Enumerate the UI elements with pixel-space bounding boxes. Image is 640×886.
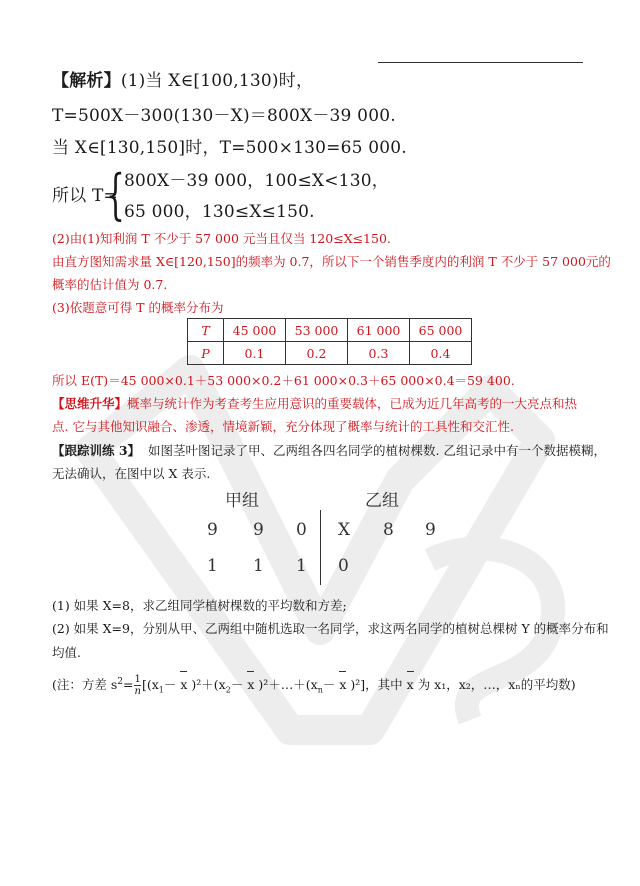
note-equals: = xyxy=(123,677,134,692)
stem-value: 1 xyxy=(296,556,307,576)
note-prefix: (注：方差 s xyxy=(52,677,118,692)
question-1: (1) 如果 X=8，求乙组同学植树棵数的平均数和方差; xyxy=(52,598,347,613)
stem-value: 0 xyxy=(296,520,307,540)
note-tail: 为 x₁，x₂，…，xₙ的平均数) xyxy=(417,677,576,692)
probability-table xyxy=(187,318,472,365)
note-subscript: n xyxy=(317,685,323,695)
question-2-line-1: (2) 如果 X=9，分别从甲、乙两组中随机选取一名同学，求这两名同学的植树总棵树 Y 的概率分布和 xyxy=(52,621,609,636)
fraction xyxy=(134,674,140,697)
leaf-left: 9 xyxy=(253,520,264,540)
leaf-right: 0 xyxy=(338,556,349,576)
insight-line-1 xyxy=(52,394,577,412)
question-2-line-2: 均值. xyxy=(52,645,81,660)
note-minus: － xyxy=(163,677,177,692)
table-cell: 0.2 xyxy=(286,342,348,365)
table-cell: 0.1 xyxy=(224,342,286,365)
insight-label: 【思维升华】 xyxy=(52,396,128,411)
part2-line-3: 概率的估计值为 0.7. xyxy=(52,277,168,292)
table-cell: 0.3 xyxy=(348,342,410,365)
analysis-label: 【解析】 xyxy=(52,71,121,91)
analysis-line-3: 当 X∈[130,150]时，T=500×130=65 000. xyxy=(52,138,407,158)
part2-line-1: (2)由(1)知利润 T 不少于 57 000 元当且仅当 120≤X≤150. xyxy=(52,231,391,246)
part3-line-1: (3)依题意可得 T 的概率分布为 xyxy=(52,300,224,315)
table-cell: P xyxy=(188,342,224,365)
note-term: )²＋(x xyxy=(191,677,226,692)
right-group-title: 乙组 xyxy=(365,491,399,511)
left-group-title: 甲组 xyxy=(225,491,259,511)
fraction-denominator: n xyxy=(134,686,141,697)
part2-line-2: 由直方图知需求量 X∈[120,150]的频率为 0.7，所以下一个销售季度内的利润 T 不少于 57 000元的 xyxy=(52,254,611,269)
piecewise-brace: { xyxy=(106,163,125,226)
fraction-numerator: 1 xyxy=(134,674,141,685)
table-cell: 61 000 xyxy=(348,319,410,342)
analysis-text-1: (1)当 X∈[100,130)时， xyxy=(120,71,314,91)
variance-note: (注：方差 $s^2=$ $\frac{1}{n}$ [($x_1- x$ )$^2+(x_2- x$ )$^2+\dots+(x_n- x$ )²]，其中 x 为 x₁，x₂，…，xₙ的平均数) xyxy=(52,674,576,697)
x-bar: x xyxy=(406,677,414,692)
note-subscript: 2 xyxy=(225,685,231,695)
exercise-text-1: 如图茎叶图记录了甲、乙两组各四名同学的植树棵数. 乙组记录中有一个数据模糊， xyxy=(148,443,606,458)
exercise-line-1 xyxy=(52,441,606,459)
table-cell: T xyxy=(188,319,224,342)
note-term: )²＋…＋(x xyxy=(258,677,318,692)
note-minus: － xyxy=(230,677,244,692)
stem-divider xyxy=(320,510,321,585)
table-cell: 65 000 xyxy=(410,319,472,342)
exercise-line-2: 无法确认，在图中以 X 表示. xyxy=(52,466,211,481)
piecewise-case-1: 800X－39 000，100≤X<130， xyxy=(124,171,389,191)
leaf-left: 1 xyxy=(253,556,264,576)
leaf-right: 9 xyxy=(425,520,436,540)
note-minus: － xyxy=(322,677,336,692)
note-term: )²]，其中 xyxy=(350,677,403,692)
table-row xyxy=(188,319,472,342)
piecewise-case-2: 65 000，130≤X≤150. xyxy=(124,202,315,222)
analysis-line-1 xyxy=(52,66,313,91)
table-row xyxy=(188,342,472,365)
expectation-line: 所以 E(T)＝45 000×0.1＋53 000×0.2＋61 000×0.3＋65 000×0.4＝59 400. xyxy=(52,373,515,388)
table-cell: 45 000 xyxy=(224,319,286,342)
leaf-left: 1 xyxy=(207,556,218,576)
table-cell: 53 000 xyxy=(286,319,348,342)
x-bar: x xyxy=(180,677,188,692)
top-rule xyxy=(378,62,583,63)
insight-text-1: 概率与统计作为考查考生应用意识的重要载体，已成为近几年高考的一大亮点和热 xyxy=(127,396,578,411)
leaf-right: X xyxy=(338,520,351,540)
insight-line-2: 点. 它与其他知识融合、渗透，情境新颖，充分体现了概率与统计的工具性和交汇性. xyxy=(52,419,514,434)
note-superscript: 2 xyxy=(117,676,123,687)
leaf-left: 9 xyxy=(207,520,218,540)
table-cell: 0.4 xyxy=(410,342,472,365)
note-subscript: 1 xyxy=(158,685,164,695)
analysis-line-2: T=500X－300(130－X)＝800X－39 000. xyxy=(52,106,396,126)
x-bar: x xyxy=(339,677,347,692)
leaf-right: 8 xyxy=(383,520,394,540)
x-bar: x xyxy=(247,677,255,692)
piecewise-prefix: 所以 T= xyxy=(52,186,118,206)
note-term: (x xyxy=(146,677,159,692)
exercise-label: 【跟踪训练 3】 xyxy=(52,443,141,458)
